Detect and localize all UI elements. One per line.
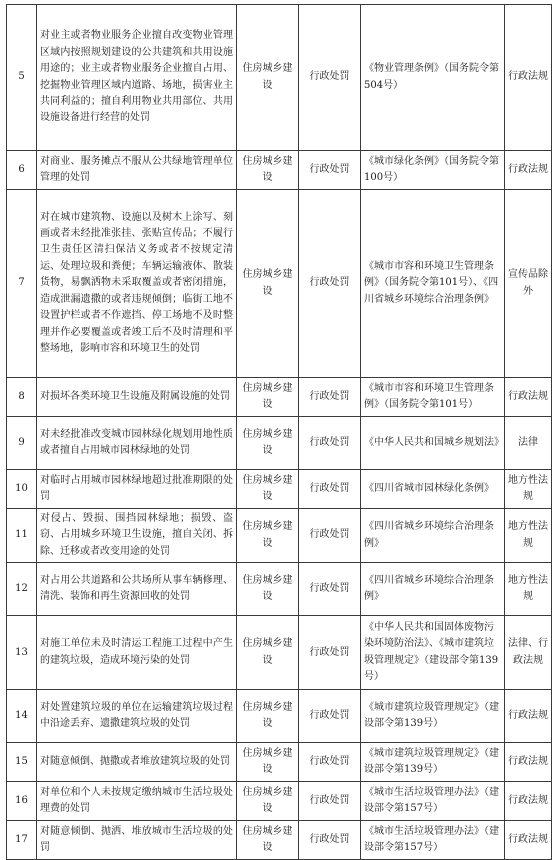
department-cell: 住房城乡建设 [237,190,299,378]
penalty-matter-cell: 对占用公共道路和公共场所从事车辆修理、清洗、装饰和再生资源回收的处罚 [37,563,237,616]
department-cell: 住房城乡建设 [237,616,299,690]
department-cell: 住房城乡建设 [237,378,299,417]
penalty-matter-cell: 对单位和个人未按规定缴纳城市生活垃圾处理费的处罚 [37,782,237,821]
law-level-cell: 行政法规 [505,821,552,860]
legal-basis-cell: 《城市生活垃圾管理办法》（建设部令第157号） [361,821,505,860]
table-row [7,190,552,378]
item-number-cell: 6 [7,151,37,190]
table-row [7,417,552,470]
legal-basis-cell: 《城市市容和环境卫生管理条例》（国务院令第101号） [361,378,505,417]
legal-basis-cell: 《城市绿化条例》（国务院令第100号） [361,151,505,190]
action-type-cell: 行政处罚 [299,690,361,743]
action-type-cell: 行政处罚 [299,151,361,190]
legal-basis-cell: 《中华人民共和国城乡规划法》 [361,417,505,470]
penalty-matter-cell: 对未经批准改变城市园林绿化规划用地性质或者擅自占用城市园林绿地的处罚 [37,417,237,470]
law-level-cell: 行政法规 [505,5,552,151]
penalty-items-table [6,4,552,860]
law-level-cell: 地方性法规 [505,509,552,563]
legal-basis-cell: 《中华人民共和国固体废物污染环境防治法》、《城市建筑垃圾管理规定》（建设部令第139号） [361,616,505,690]
table-row [7,378,552,417]
law-level-cell: 行政法规 [505,743,552,782]
department-cell: 住房城乡建设 [237,417,299,470]
legal-basis-cell: 《四川省城乡环境综合治理条例》 [361,509,505,563]
law-level-cell: 宣传品除外 [505,190,552,378]
action-type-cell: 行政处罚 [299,417,361,470]
law-level-cell: 行政法规 [505,378,552,417]
table-row [7,5,552,151]
action-type-cell: 行政处罚 [299,616,361,690]
item-number-cell: 15 [7,743,37,782]
penalty-matter-cell: 对损坏各类环境卫生设施及附属设施的处罚 [37,378,237,417]
law-level-cell: 法律、行政法规 [505,616,552,690]
item-number-cell: 8 [7,378,37,417]
law-level-cell: 行政法规 [505,151,552,190]
department-cell: 住房城乡建设 [237,509,299,563]
action-type-cell: 行政处罚 [299,509,361,563]
legal-basis-cell: 《四川省城乡环境综合治理条例》 [361,563,505,616]
penalty-matter-cell: 对商业、服务摊点不服从公共绿地管理单位管理的处罚 [37,151,237,190]
legal-basis-cell: 《城市建筑垃圾管理规定》（建设部令第139号） [361,743,505,782]
legal-basis-cell: 《四川省城市园林绿化条例》 [361,470,505,509]
penalty-matter-cell: 对施工单位未及时清运工程施工过程中产生的建筑垃圾，造成环境污染的处罚 [37,616,237,690]
table-row [7,690,552,743]
penalty-matter-cell: 对业主或者物业服务企业擅自改变物业管理区域内按照规划建设的公共建筑和共用设施用途的；业主或者物业服务企业擅自占用、挖掘物业管理区域内道路、场地，损害业主共同利益的；擅自利用物业共用部位、共用设施设备进行经营的处罚 [37,5,237,151]
table-row [7,743,552,782]
penalty-matter-cell: 对在城市建筑物、设施以及树木上涂写、刻画或者未经批准张挂、张贴宣传品；不履行卫生责任区清扫保洁义务或者不按规定清运、处理垃圾和粪便；车辆运输液体、散装货物，易飘洒物未采取覆盖或者密闭措施，造成泄漏遗撒的或者违规倾倒；临街工地不设置护栏或者不作遮挡、停工场地不及时整理并作必要覆盖或者竣工后不及时清理和平整场地，影响市容和环境卫生的处罚 [37,190,237,378]
law-level-cell: 行政法规 [505,782,552,821]
table-row [7,563,552,616]
table-body [7,5,552,860]
law-level-cell: 地方性法规 [505,563,552,616]
table-row [7,782,552,821]
penalty-matter-cell: 对处置建筑垃圾的单位在运输建筑垃圾过程中沿途丢弃、遗撒建筑垃圾的处罚 [37,690,237,743]
table-row [7,151,552,190]
penalty-matter-cell: 对随意倾倒、抛洒、堆放城市生活垃圾的处罚 [37,821,237,860]
action-type-cell: 行政处罚 [299,743,361,782]
department-cell: 住房城乡建设 [237,151,299,190]
action-type-cell: 行政处罚 [299,782,361,821]
department-cell: 住房城乡建设 [237,470,299,509]
action-type-cell: 行政处罚 [299,190,361,378]
action-type-cell: 行政处罚 [299,470,361,509]
item-number-cell: 5 [7,5,37,151]
department-cell: 住房城乡建设 [237,5,299,151]
penalty-items-table-wrapper [6,4,552,860]
penalty-matter-cell: 对侵占、毁损、围挡园林绿地；损毁、盗窃、占用城乡环境卫生设施，擅自关闭、拆除、迁移或者改变用途的处罚 [37,509,237,563]
legal-basis-cell: 《城市市容和环境卫生管理条例》（国务院令第101号）、《四川省城乡环境综合治理条例》 [361,190,505,378]
action-type-cell: 行政处罚 [299,5,361,151]
department-cell: 住房城乡建设 [237,563,299,616]
action-type-cell: 行政处罚 [299,821,361,860]
item-number-cell: 16 [7,782,37,821]
table-row [7,616,552,690]
penalty-matter-cell: 对随意倾倒、抛撒或者堆放建筑垃圾的处罚 [37,743,237,782]
item-number-cell: 7 [7,190,37,378]
penalty-matter-cell: 对临时占用城市园林绿地超过批准期限的处罚 [37,470,237,509]
item-number-cell: 17 [7,821,37,860]
law-level-cell: 法律 [505,417,552,470]
law-level-cell: 地方性法规 [505,470,552,509]
action-type-cell: 行政处罚 [299,378,361,417]
department-cell: 住房城乡建设 [237,743,299,782]
item-number-cell: 12 [7,563,37,616]
department-cell: 住房城乡建设 [237,782,299,821]
table-row [7,821,552,860]
action-type-cell: 行政处罚 [299,563,361,616]
item-number-cell: 14 [7,690,37,743]
table-row [7,470,552,509]
item-number-cell: 11 [7,509,37,563]
law-level-cell: 行政法规 [505,690,552,743]
table-row [7,509,552,563]
legal-basis-cell: 《城市生活垃圾管理办法》（建设部令第157号） [361,782,505,821]
item-number-cell: 9 [7,417,37,470]
item-number-cell: 13 [7,616,37,690]
legal-basis-cell: 《城市建筑垃圾管理规定》（建设部令第139号） [361,690,505,743]
department-cell: 住房城乡建设 [237,821,299,860]
department-cell: 住房城乡建设 [237,690,299,743]
item-number-cell: 10 [7,470,37,509]
legal-basis-cell: 《物业管理条例》（国务院令第504号） [361,5,505,151]
